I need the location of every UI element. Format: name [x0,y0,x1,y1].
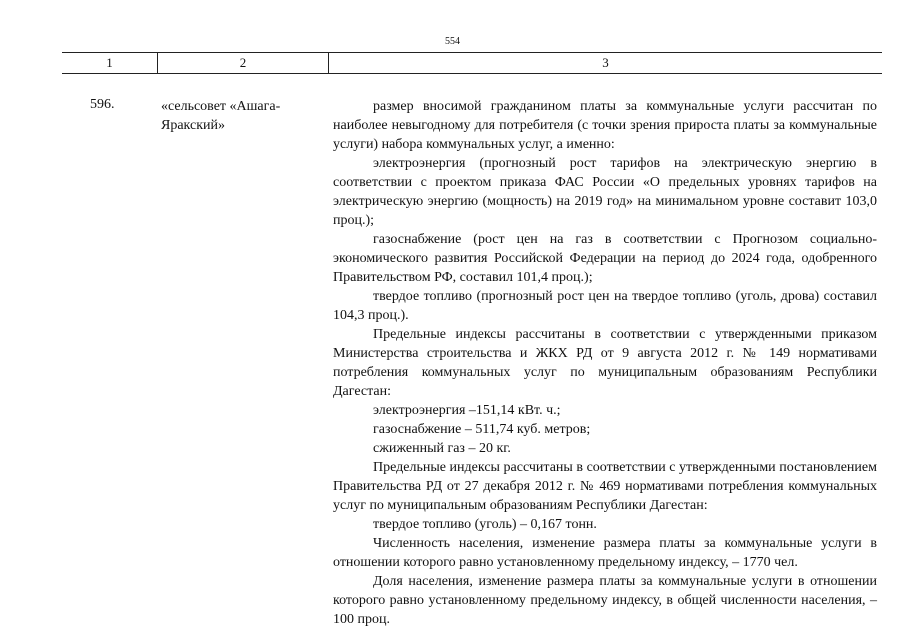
header-col-1: 1 [62,53,158,73]
header-col-3: 3 [602,55,609,70]
paragraph: твердое топливо (прогнозный рост цен на твердое топливо (уголь, дрова) составил 104,3 проц.). [333,289,877,323]
page-number: 554 [445,36,460,47]
paragraph: Предельные индексы рассчитаны в соответствии с утвержденными постановлением Правительства РД от 27 декабря 2012 г. № 469 нормативами потребления коммунальных услуг по муниципальным образованиям Республики Дагестан: [333,460,877,513]
municipality-name: «сельсовет «Ашага-Яракский» [161,99,281,133]
header-col-2: 2 [158,53,329,73]
paragraph: Численность населения, изменение размера платы за коммунальные услуги в отношении которого равно установленному предельному индексу, – 1770 чел. [333,536,877,570]
row-number: 596. [90,97,115,112]
paragraph: Доля населения, изменение размера платы за коммунальные услуги в отношении которого равно установленному предельному индексу, в общей численности населения, – 100 проц. [333,574,877,627]
table-header [62,52,882,74]
paragraph: размер вносимой гражданином платы за коммунальные услуги рассчитан по наиболее невыгодному для потребителя (с точки зрения прироста платы за коммунальные услуги) набора коммунальных услуг, а именно: [333,99,877,152]
paragraph: твердое топливо (уголь) – 0,167 тонн. [373,517,597,532]
paragraph: электроэнергия –151,14 кВт. ч.; [373,403,561,418]
paragraph: сжиженный газ – 20 кг. [373,441,511,456]
row-content [333,97,877,629]
paragraph: Предельные индексы рассчитаны в соответствии с утвержденными приказом Министерства строительства и ЖКХ РД от 9 августа 2012 г. № 149 нормативами потребления коммунальных услуг по муниципальным образованиям Республики Дагестан: [333,327,877,399]
paragraph: газоснабжение – 511,74 куб. метров; [373,422,591,437]
paragraph: электроэнергия (прогнозный рост тарифов на электрическую энергию в соответствии с проектом приказа ФАС России «О предельных уровнях тарифов на электрическую энергию (мощность) на 2019 год» на минимальном уровне составит 103,0 проц.); [333,156,877,228]
paragraph: газоснабжение (рост цен на газ в соответствии с Прогнозом социально-экономического развития Российской Федерации на период до 2024 года, одобренного Правительством РФ, составил 101,4 проц.); [333,232,877,285]
